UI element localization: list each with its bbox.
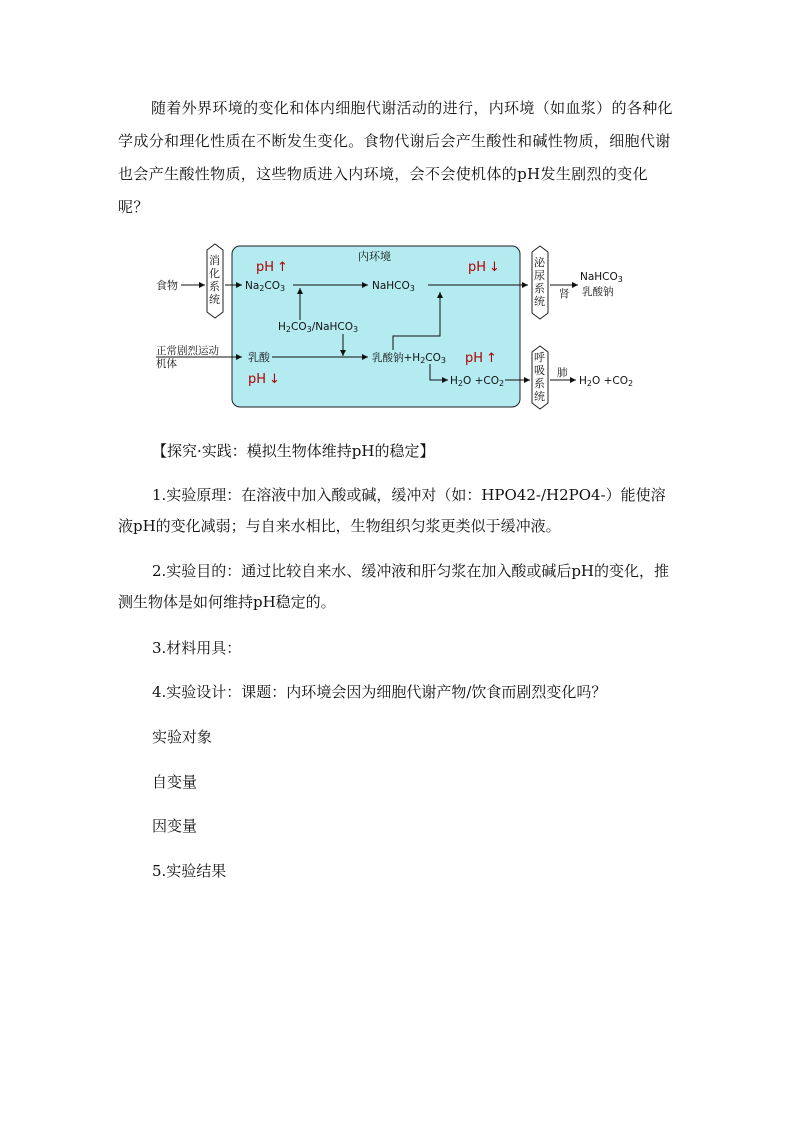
section-title: 【探究·实践：模拟生物体维持pH的稳定】 xyxy=(152,442,435,460)
kidney-label: 肾 xyxy=(559,288,570,300)
respiratory-system-node xyxy=(532,346,548,409)
ph-up-bottom-right: pH ↑ xyxy=(465,351,497,366)
ph-up-top-left: pH ↑ xyxy=(256,260,288,275)
item-design: 4.实验设计：课题：内环境会因为细胞代谢产物/饮食而剧烈变化吗？ xyxy=(152,683,607,701)
lactic-acid-label: 乳酸 xyxy=(248,351,270,364)
digestive-char-3: 系 xyxy=(209,280,220,293)
urinary-char-2: 尿 xyxy=(534,269,545,282)
ph-down-top-right: pH ↓ xyxy=(468,260,500,275)
respiratory-char-2: 吸 xyxy=(534,364,545,377)
out-h2o-co2-label: H2O +CO2 xyxy=(579,375,634,388)
digestive-char-1: 消 xyxy=(209,254,220,267)
exercise-label-2: 机体 xyxy=(156,358,177,370)
item-subject: 实验对象 xyxy=(152,728,213,746)
h2o-co2-inner: H2O +CO2 xyxy=(450,375,505,388)
na2co3-label: Na2CO3 xyxy=(245,280,286,293)
exercise-label-1: 正常剧烈运动 xyxy=(156,345,219,357)
urinary-char-3: 系 xyxy=(534,282,545,295)
urinary-char-4: 统 xyxy=(534,295,545,308)
out-nahco3-label: NaHCO3 xyxy=(580,271,623,284)
item-independent-variable: 自变量 xyxy=(152,773,198,791)
digestive-system-node xyxy=(207,244,223,318)
digestive-char-4: 统 xyxy=(209,293,220,306)
food-label: 食物 xyxy=(156,279,178,292)
buffer-pair-label: H2CO3/NaHCO3 xyxy=(278,321,359,334)
respiratory-char-3: 系 xyxy=(534,377,545,390)
internal-environment-label: 内环境 xyxy=(358,250,391,263)
respiratory-char-4: 统 xyxy=(534,390,545,403)
item-purpose: 2.实验目的：通过比较自来水、缓冲液和肝匀浆在加入酸或碱后pH的变化，推测生物体是如何维持pH稳定的。 xyxy=(118,562,669,611)
intro-paragraph xyxy=(118,92,678,224)
respiratory-char-1: 呼 xyxy=(534,351,545,364)
item-dependent-variable: 因变量 xyxy=(152,817,198,835)
urinary-system-node xyxy=(532,246,548,319)
lung-label: 肺 xyxy=(557,367,568,379)
urinary-char-1: 泌 xyxy=(534,256,545,269)
digestive-char-2: 化 xyxy=(209,267,220,280)
item-materials: 3.材料用具： xyxy=(152,639,242,657)
lactate-h2co3-label: 乳酸钠+H2CO3 xyxy=(372,352,446,365)
item-principle: 1.实验原理：在溶液中加入酸或碱，缓冲对（如：HPO42-/H2PO4-）能使溶液pH的变化减弱；与自来水相比，生物组织匀浆更类似于缓冲液。 xyxy=(118,486,666,535)
internal-environment-diagram xyxy=(150,240,650,420)
out-lactate-label: 乳酸钠 xyxy=(582,286,614,298)
intro-text: 随着外界环境的变化和体内细胞代谢活动的进行，内环境（如血浆）的各种化学成分和理化性质在不断发生变化。食物代谢后会产生酸性和碱性物质，细胞代谢也会产生酸性物质，这些物质进入内环境，会不会使机体的pH发生剧烈的变化呢？ xyxy=(118,99,673,216)
nahco3-top-label: NaHCO3 xyxy=(372,280,415,293)
ph-down-bottom-left: pH ↓ xyxy=(248,372,280,387)
item-results: 5.实验结果 xyxy=(152,862,227,880)
